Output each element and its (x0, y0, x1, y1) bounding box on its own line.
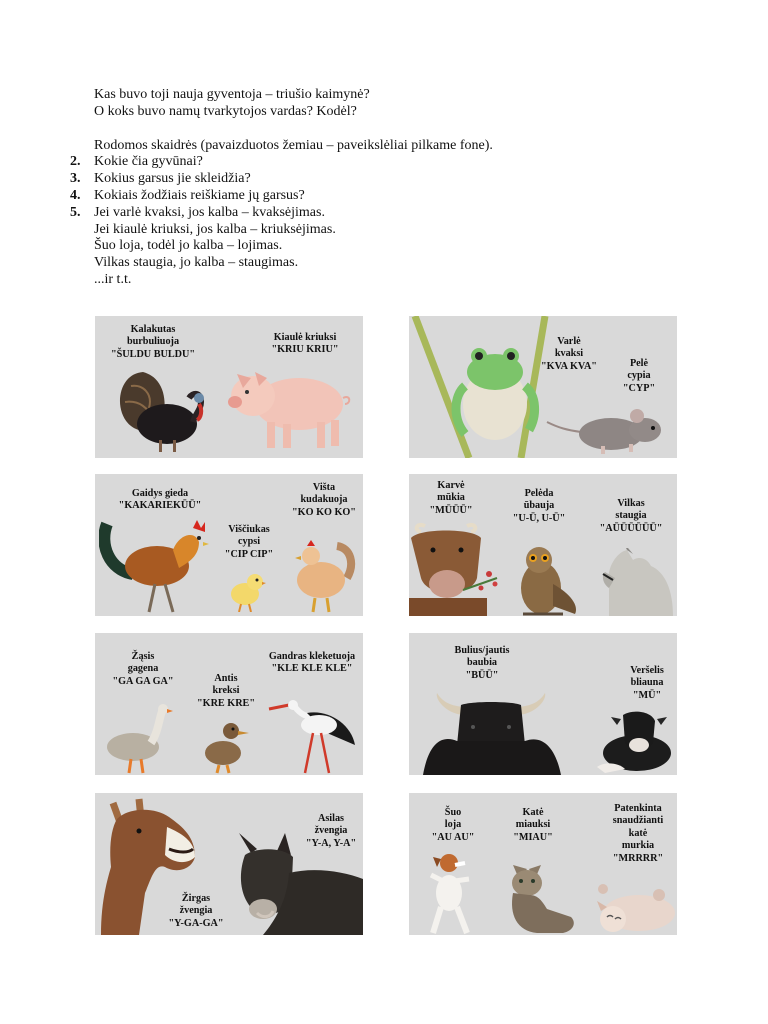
hen-illustration (291, 534, 357, 614)
rooster-label: Gaidys gieda "KAKARIEKŪŪ" (118, 488, 202, 512)
instructions-text (70, 87, 694, 289)
wolf-illustration (599, 548, 675, 616)
continuation-line: Jei kiaulė kriuksi, jos kalba – kriuksėjimas. (94, 221, 336, 237)
list-number: 5. (70, 204, 81, 220)
rooster-illustration (99, 514, 211, 614)
goose-label: Žąsis gagena "GA GA GA" (112, 651, 174, 687)
list-item (70, 171, 694, 188)
cow-illustration (409, 518, 501, 616)
happy-cat-label: Patenkinta snaudžianti katė murkia "MRRRR" (612, 803, 664, 864)
chick-label: Viščiukas cypsi "CIP CIP" (224, 524, 274, 560)
stork-illustration (267, 695, 359, 775)
slide-bull-calf (409, 633, 677, 775)
list-text: Kokie čia gyvūnai? (94, 154, 203, 170)
calf-illustration (593, 709, 677, 775)
duck-illustration (201, 717, 251, 775)
list-text: Kokiais žodžiais reiškiame jų garsus? (94, 187, 305, 203)
slide-rooster-chick-hen (95, 474, 363, 616)
mouse-label: Pelė cypia "CYP" (622, 358, 656, 394)
list-item (70, 154, 694, 171)
intro-line: Rodomos skaidrės (pavaizduotos žemiau – paveikslėliai pilkame fone). (94, 137, 493, 153)
slide-goose-duck-stork (95, 633, 363, 775)
pig-illustration (227, 356, 355, 456)
calf-label: Veršelis bliauna "MŪ" (630, 665, 664, 701)
list-text: Jei varlė kvaksi, jos kalba – kvaksėjimas. (94, 204, 325, 220)
list-item (70, 204, 694, 222)
cat-label: Katė miauksi "MIAU" (513, 807, 553, 843)
happy-cat-illustration (593, 883, 677, 935)
dog-label: Šuo loja "AU AU" (431, 807, 475, 843)
bull-label: Bulius/jautis baubia "BŪŪ" (454, 645, 510, 681)
list-number: 4. (70, 187, 81, 203)
duck-label: Antis kreksi "KRE KRE" (196, 673, 255, 709)
goose-illustration (105, 703, 173, 775)
question-2: O koks buvo namų tvarkytojos vardas? Kodėl? (94, 103, 357, 119)
list-number: 2. (70, 154, 81, 170)
stork-label: Gandras kleketuoja "KLE KLE KLE" (268, 651, 356, 675)
dog-illustration (425, 851, 479, 935)
slide-horse-donkey (95, 793, 363, 935)
owl-label: Pelėda ūbauja "U-Ū, U-Ū" (512, 488, 566, 524)
cow-label: Karvė mūkia "MŪŪŪ" (429, 480, 473, 516)
turkey-label: Kalakutas burbuliuoja "ŠULDU BULDU" (110, 324, 196, 360)
chick-illustration (227, 570, 267, 612)
slide-cow-owl-wolf (409, 474, 677, 616)
continuation-line: Šuo loja, todėl jo kalba – lojimas. (94, 238, 283, 254)
frog-label: Varlė kvaksi "KVA KVA" (541, 336, 597, 372)
hen-label: Višta kudakuoja "KO KO KO" (292, 482, 356, 518)
horse-illustration (99, 797, 199, 935)
cat-illustration (507, 859, 579, 935)
frog-illustration (409, 316, 549, 458)
slide-frog-mouse (409, 316, 677, 458)
list-number: 3. (70, 171, 81, 187)
pig-label: Kiaulė kriuksi "KRIU KRIU" (271, 332, 339, 356)
donkey-illustration (233, 833, 363, 935)
list-text: Kokius garsus jie skleidžia? (94, 171, 251, 187)
bull-illustration (423, 691, 563, 775)
horse-label: Žirgas žvengia "Y-GA-GA" (168, 893, 224, 929)
mouse-illustration (545, 400, 673, 456)
slide-turkey-pig (95, 316, 363, 458)
owl-illustration (513, 544, 581, 616)
question-1: Kas buvo toji nauja gyventoja – triušio kaimynė? (94, 87, 370, 102)
continuation-line: ...ir t.t. (94, 271, 132, 287)
donkey-label: Asilas žvengia "Y-A, Y-A" (305, 813, 357, 849)
list-item (70, 187, 694, 205)
slide-dog-cats (409, 793, 677, 935)
turkey-illustration (109, 362, 209, 454)
wolf-label: Vilkas staugia "AŪŪŪŪŪŪ" (599, 498, 663, 534)
continuation-line: Vilkas staugia, jo kalba – staugimas. (94, 255, 299, 271)
